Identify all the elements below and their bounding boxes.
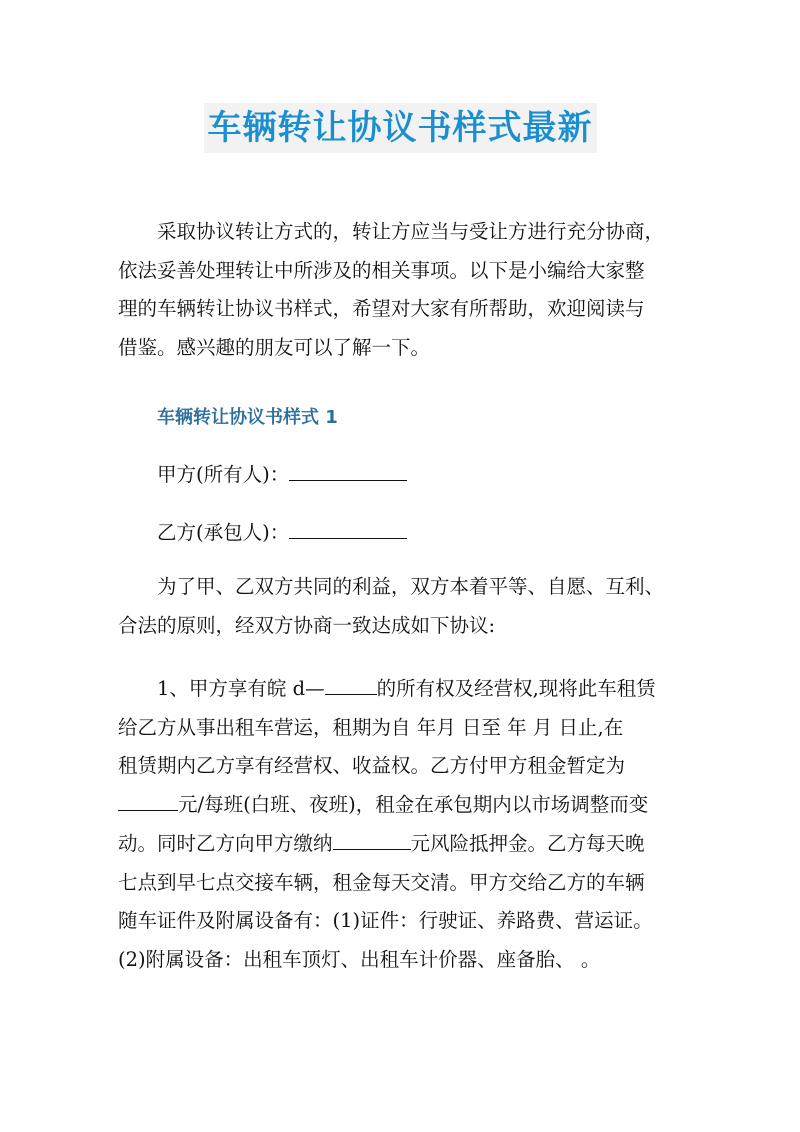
intro-line: 采取协议转让方式的，转让方应当与受让方进行充分协商， <box>157 220 665 243</box>
preamble-line: 合法的原则，经双方协商一致达成如下协议: <box>118 613 496 637</box>
party-a-blank <box>289 462 407 481</box>
clause-text: 元/每班(白班、夜班)，租金在承包期内以市场调整而变 <box>178 793 649 817</box>
party-a-label: 甲方(所有人)： <box>157 463 290 486</box>
document-title: 车辆转让协议书样式最新 <box>204 103 597 153</box>
party-b-field <box>157 518 407 548</box>
clause-1-paragraph <box>118 670 688 980</box>
preamble-paragraph <box>118 568 688 645</box>
party-b-label: 乙方(承包人)： <box>157 521 290 544</box>
clause-text: 1、甲方享有皖 d— <box>157 677 325 700</box>
rent-amount-blank <box>118 792 178 811</box>
clause-line: 给乙方从事出租车营运，租期为自 年月 日至 年 月 日止,在 <box>118 715 624 739</box>
intro-paragraph <box>118 213 688 368</box>
clause-line <box>118 786 688 825</box>
title-container <box>0 103 800 153</box>
intro-line: 依法妥善处理转让中所涉及的相关事项。以下是小编给大家整 <box>118 258 645 282</box>
clause-text: 元风险抵押金。乙方每天晚 <box>410 831 645 855</box>
party-b-blank <box>289 520 407 539</box>
clause-line: 七点到早七点交接车辆，租金每天交清。甲方交给乙方的车辆 <box>118 870 645 894</box>
party-a-field <box>157 460 407 490</box>
clause-text: 动。同时乙方向甲方缴纳 <box>118 831 333 855</box>
preamble-line: 为了甲、乙双方共同的利益，双方本着平等、自愿、互利、 <box>157 575 665 598</box>
plate-number-blank <box>325 676 377 695</box>
intro-line: 理的车辆转让协议书样式，希望对大家有所帮助，欢迎阅读与 <box>118 297 645 321</box>
clause-line: 随车证件及附属设备有：(1)证件：行驶证、养路费、营运证。 <box>118 909 653 933</box>
clause-line: 租赁期内乙方享有经营权、收益权。乙方付甲方租金暂定为 <box>118 754 626 778</box>
section-heading: 车辆转让协议书样式 1 <box>157 407 338 428</box>
clause-text: 的所有权及经营权,现将此车租赁 <box>376 677 656 700</box>
clause-line: (2)附属设备：出租车顶灯、出租车计价器、座备胎、 。 <box>118 947 601 971</box>
deposit-amount-blank <box>333 831 411 850</box>
clause-line <box>118 670 688 709</box>
intro-line: 借鉴。感兴趣的朋友可以了解一下。 <box>118 336 431 360</box>
clause-line <box>118 825 688 864</box>
